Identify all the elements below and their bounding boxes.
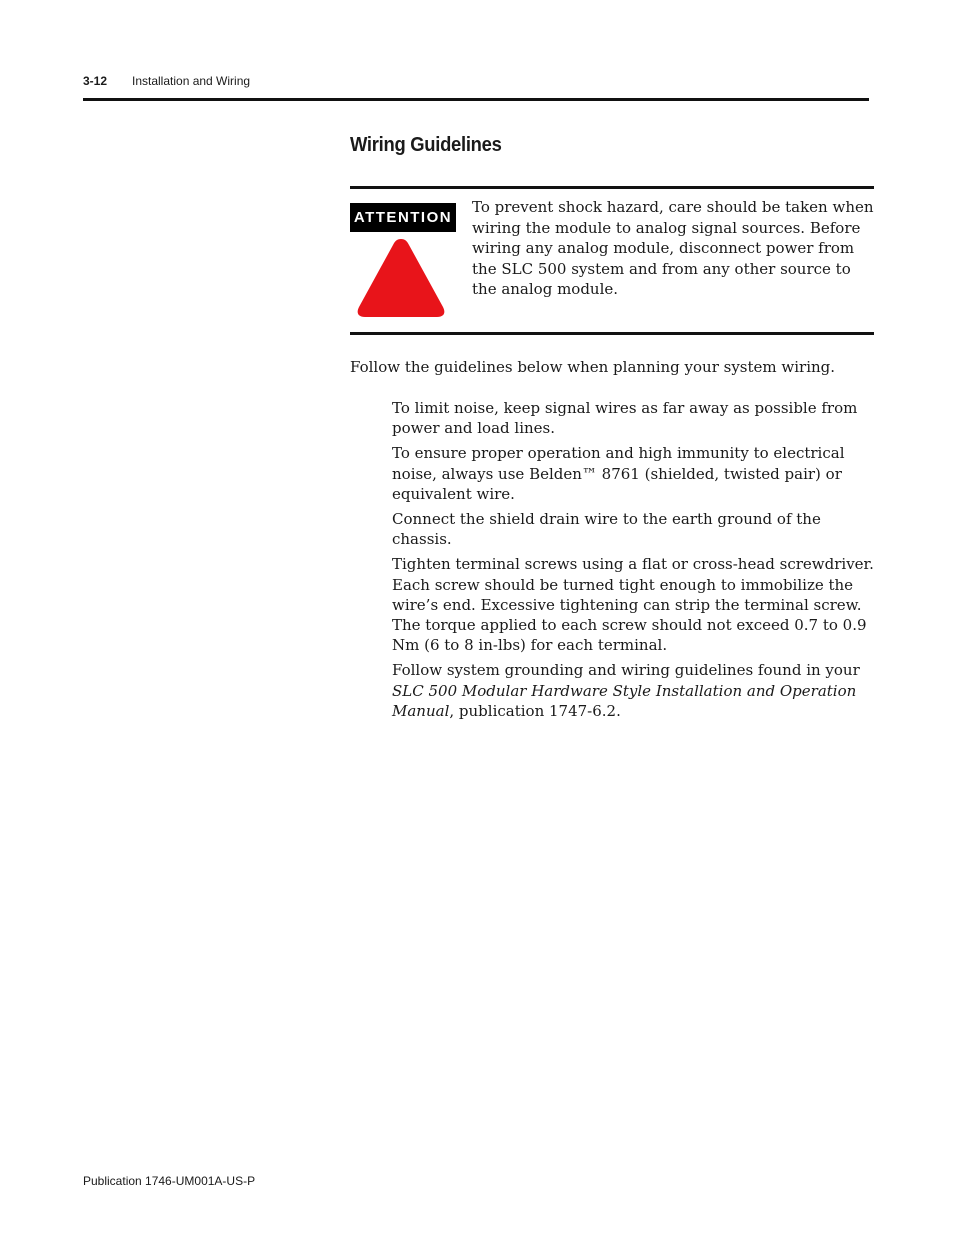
guideline-suffix: , publication 1747-6.2. bbox=[449, 701, 621, 720]
attention-text: To prevent shock hazard, care should be taken when wiring the module to analog signal sources. Before wiring any analog module, disconnect power from the SLC 500 system and from any other source to the analog module. bbox=[472, 198, 874, 298]
guidelines-list bbox=[392, 398, 877, 726]
list-item: Tighten terminal screws using a flat or cross-head screwdriver. Each screw should be turned tight enough to immobilize the wire’s end. Excessive tightening can strip the terminal screw. The torque applied to each screw should not exceed 0.7 to 0.9 Nm (6 to 8 in-lbs) for each terminal. bbox=[392, 555, 874, 655]
manual-title: SLC 500 Modular Hardware Style Installation and Operation Manual bbox=[392, 681, 857, 720]
list-item bbox=[392, 660, 877, 721]
list-item: To limit noise, keep signal wires as far away as possible from power and load lines. bbox=[392, 399, 858, 438]
intro-paragraph: Follow the guidelines below when planning your system wiring. bbox=[350, 358, 836, 376]
list-item: Connect the shield drain wire to the earth ground of the chassis. bbox=[392, 510, 821, 549]
list-item: To ensure proper operation and high immunity to electrical noise, always use Belden™ 8761 (shielded, twisted pair) or equivalent wire. bbox=[392, 444, 845, 503]
section-title: Wiring Guidelines bbox=[350, 134, 502, 156]
attention-label: ATTENTION bbox=[350, 203, 456, 232]
warning-triangle-icon bbox=[356, 235, 446, 319]
chapter-title: Installation and Wiring bbox=[132, 74, 251, 88]
guideline-prefix: Follow system grounding and wiring guidelines found in your bbox=[392, 661, 860, 680]
page-footer: Publication 1746-UM001A-US-P bbox=[83, 1174, 256, 1188]
page-header bbox=[83, 72, 869, 101]
attention-box bbox=[350, 186, 874, 335]
page-number: 3-12 bbox=[83, 74, 108, 88]
